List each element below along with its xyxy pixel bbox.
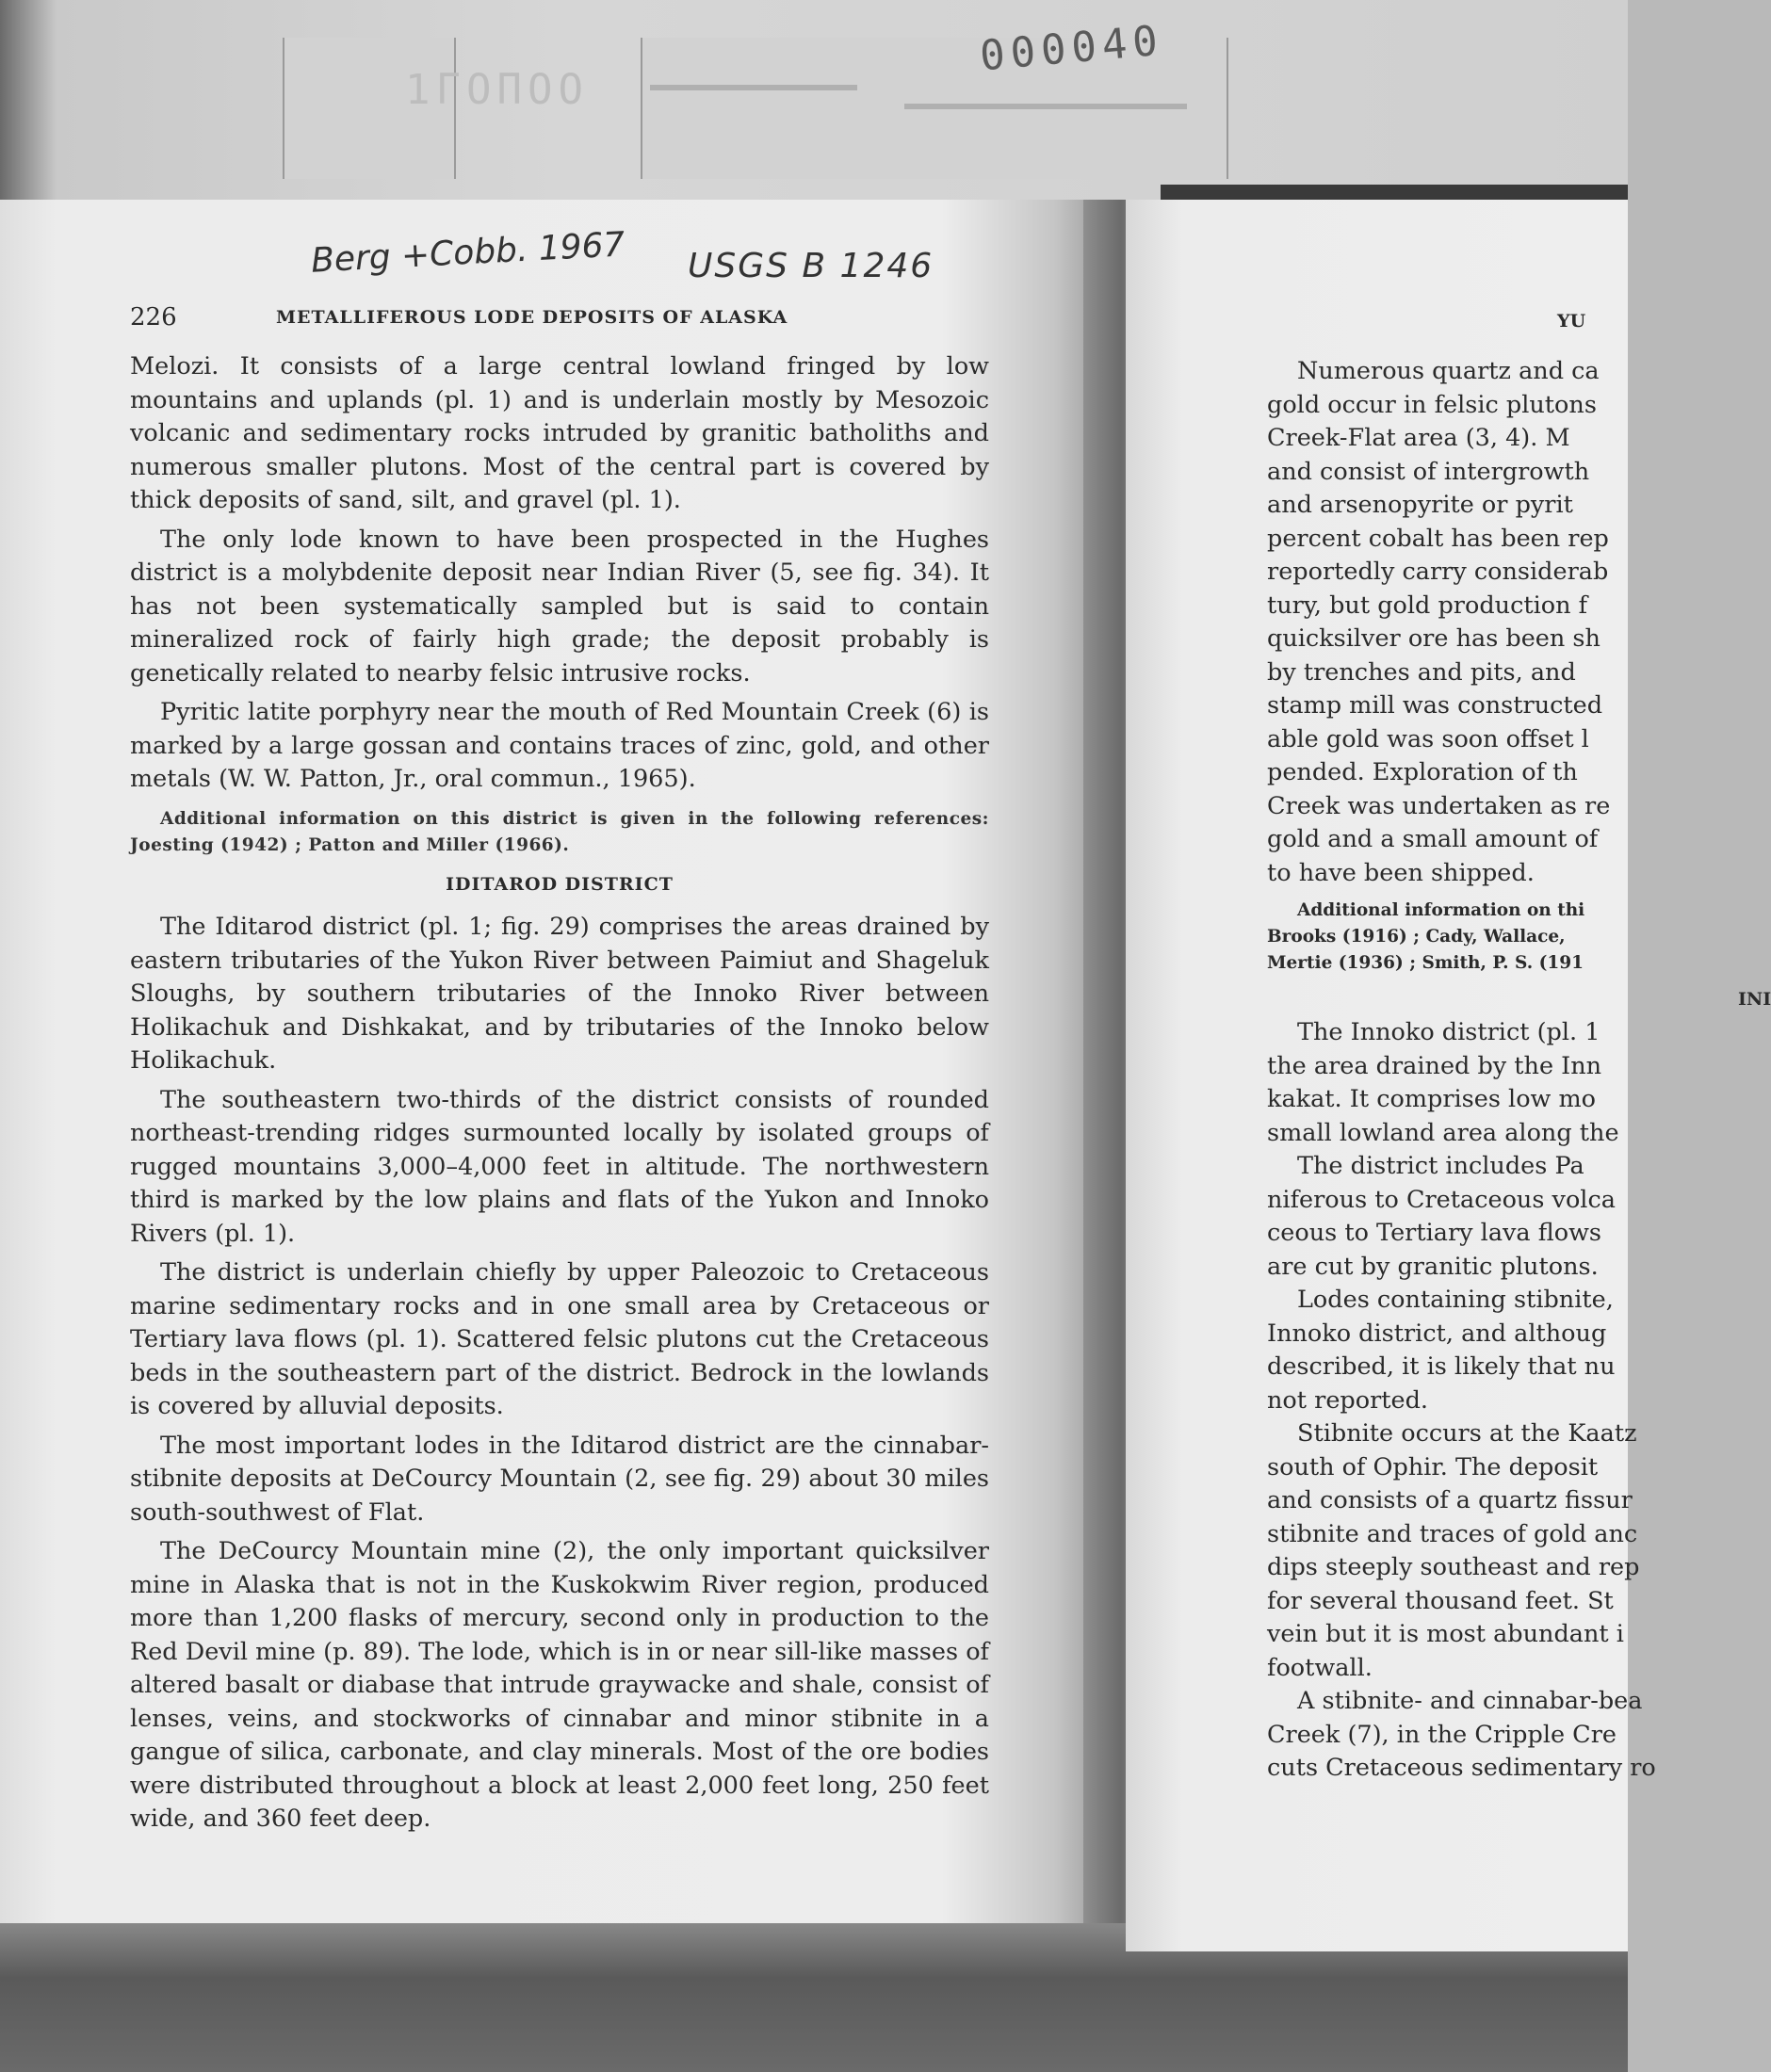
text-line: vein but it is most abundant i	[1267, 1620, 1624, 1648]
text-line: the area drained by the Inn	[1267, 1051, 1602, 1080]
additional-info-note: Additional information on this district is given in the following references: Joesting (1942) ; Patton and Miller (1966).	[130, 808, 989, 855]
text-line: south of Ophir. The deposit	[1267, 1452, 1599, 1481]
text-line: by trenches and pits, and	[1267, 657, 1576, 687]
right-running-head: YU	[1557, 311, 1586, 332]
text-line: A stibnite- and cinnabar-bea	[1297, 1687, 1643, 1715]
text-line: not reported.	[1267, 1385, 1429, 1415]
paragraph: The DeCourcy Mountain mine (2), the only important quicksilver mine in Alaska that is not in the Kuskokwim River region, produced more than 1,200 flasks of mercury, second only in production to the Red Devil mine (p. 89). The lode, which is in or near sill-like masses of altered basalt or diabase that intrude graywacke and shale, consist of lenses, veins, and stockworks of cinnabar and minor stibnite in a gangue of silica, carbonate, and clay minerals. Most of the ore bodies were distributed throughout a block at least 2,000 feet long, 250 feet wide, and 360 feet deep.	[130, 1537, 989, 1833]
text-line: are cut by granitic plutons.	[1267, 1252, 1599, 1281]
bleed-through-rule	[904, 104, 1187, 109]
page-number: 226	[130, 303, 177, 332]
handwritten-annotation-citation: Berg +Cobb. 1967	[310, 225, 626, 281]
section-heading: INI	[1738, 989, 1771, 1010]
running-head-title: METALLIFEROUS LODE DEPOSITS OF ALASKA	[276, 307, 788, 328]
text-line: footwall.	[1267, 1653, 1373, 1682]
text-line: and consist of intergrowth	[1267, 457, 1590, 486]
text-line: to have been shipped.	[1267, 858, 1535, 887]
section-heading-row	[1267, 982, 1771, 1016]
right-page	[1126, 200, 1771, 1951]
paragraph: The southeastern two-thirds of the district consists of rounded northeast-trending ridges surmounted locally by isolated groups of rugged mountains 3,000–4,000 feet in altitude. The northwestern third is marked by the low plains and flats of the Yukon and Innoko Rivers (pl. 1).	[130, 1085, 989, 1248]
paragraph: The only lode known to have been prospected in the Hughes district is a molybdenite deposit near Indian River (5, see fig. 34). It has not been systematically sampled but is said to contain mineralized rock of fairly high grade; the deposit probably is genetically related to nearby felsic intrusive rocks.	[130, 525, 989, 688]
text-line: stamp mill was constructed	[1267, 691, 1603, 720]
text-line: and consists of a quartz fissur	[1267, 1486, 1633, 1514]
right-text-column	[1267, 355, 1771, 1786]
text-line: gold occur in felsic plutons	[1267, 390, 1597, 419]
additional-info-line: Brooks (1916) ; Cady, Wallace,	[1267, 927, 1566, 947]
text-line: Creek (7), in the Cripple Cre	[1267, 1720, 1617, 1749]
text-line: Numerous quartz and ca	[1297, 357, 1600, 385]
paragraph: Pyritic latite porphyry near the mouth of Red Mountain Creek (6) is marked by a large gossan and contains traces of zinc, gold, and other metals (W. W. Patton, Jr., oral commun., 1965).	[130, 698, 989, 793]
text-line: tury, but gold production f	[1267, 591, 1588, 620]
text-line: described, it is likely that nu	[1267, 1352, 1616, 1381]
document-stamp-number: 000040	[978, 16, 1165, 81]
additional-info-line: Mertie (1936) ; Smith, P. S. (191	[1267, 953, 1584, 973]
bleed-through-text: 1ΓΟΠΟΟ	[405, 66, 589, 114]
section-heading: IDITAROD DISTRICT	[446, 873, 674, 895]
text-line: percent cobalt has been rep	[1267, 524, 1609, 553]
text-line: small lowland area along the	[1267, 1118, 1619, 1147]
text-line: The district includes Pa	[1297, 1152, 1584, 1180]
text-line: Lodes containing stibnite,	[1297, 1286, 1614, 1314]
text-line: Innoko district, and althoug	[1267, 1319, 1607, 1348]
handwritten-annotation-bulletin: USGS B 1246	[688, 247, 934, 285]
text-line: stibnite and traces of gold anc	[1267, 1519, 1638, 1548]
text-line: Creek-Flat area (3, 4). M	[1267, 424, 1570, 452]
text-line: cuts Cretaceous sedimentary ro	[1267, 1754, 1656, 1782]
text-line: Creek was undertaken as re	[1267, 791, 1611, 820]
text-line: pended. Exploration of th	[1267, 758, 1578, 786]
text-line: reportedly carry considerab	[1267, 558, 1609, 586]
paragraph: Melozi. It consists of a large central lowland fringed by low mountains and uplands (pl. 1) and is underlain mostly by Mesozoic volcanic and sedimentary rocks intruded by granitic batholiths and numerous smaller plutons. Most of the central part is covered by thick deposits of sand, silt, and gravel (pl. 1).	[130, 352, 989, 514]
text-line: quicksilver ore has been sh	[1267, 624, 1600, 653]
text-line: kakat. It comprises low mo	[1267, 1085, 1597, 1113]
text-line: for several thousand feet. St	[1267, 1586, 1614, 1615]
text-line: and arsenopyrite or pyrit	[1267, 491, 1573, 519]
bleed-through-rule	[650, 85, 857, 90]
text-line: dips steeply southeast and rep	[1267, 1553, 1640, 1581]
text-line: gold and a small amount of	[1267, 825, 1599, 853]
text-line: able gold was soon offset l	[1267, 724, 1589, 753]
paragraph: The district is underlain chiefly by upper Paleozoic to Cretaceous marine sedimentary rocks and in one small area by Cretaceous or Tertiary lava flows (pl. 1). Scattered felsic plutons cut the Cretaceous beds in the southeastern part of the district. Bedrock in the lowlands is covered by alluvial deposits.	[130, 1258, 989, 1420]
additional-info-line: Additional information on thi	[1297, 900, 1585, 920]
text-line: The Innoko district (pl. 1	[1297, 1018, 1600, 1046]
text-line: ceous to Tertiary lava flows	[1267, 1219, 1602, 1247]
text-line: niferous to Cretaceous volca	[1267, 1185, 1616, 1214]
left-text-column	[130, 350, 989, 1842]
paragraph: The Iditarod district (pl. 1; fig. 29) comprises the areas drained by eastern tributaries of the Yukon River between Paimiut and Shageluk Sloughs, by southern tributaries of the Innoko River between Holikachuk and Dishkakat, and by tributaries of the Innoko below Holikachuk.	[130, 913, 989, 1075]
text-line: Stibnite occurs at the Kaatz	[1297, 1419, 1637, 1448]
paragraph: The most important lodes in the Iditarod district are the cinnabar-stibnite deposits at DeCourcy Mountain (2, see fig. 29) about 30 miles south-southwest of Flat.	[130, 1431, 989, 1527]
